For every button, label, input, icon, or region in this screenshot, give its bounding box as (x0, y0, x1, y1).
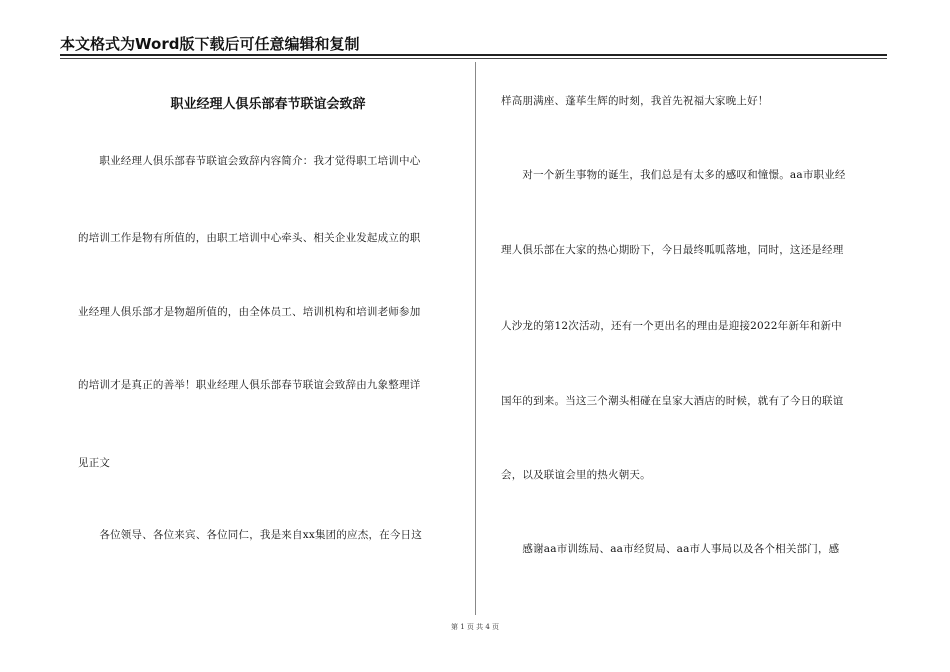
body-line: 的培训才是真正的善举！职业经理人俱乐部春节联谊会致辞由九象整理详 (78, 379, 421, 391)
header-rule-thin (60, 58, 887, 59)
body-line: 各位领导、各位来宾、各位同仁，我是来自xx集团的应杰，在今日这 (78, 529, 422, 541)
body-line: 样高朋满座、蓬荜生辉的时刻，我首先祝福大家晚上好！ (501, 95, 769, 107)
body-line: 国年的到来。当这三个潮头相碰在皇家大酒店的时候，就有了今日的联谊 (501, 395, 844, 407)
article-title: 职业经理人俱乐部春节联谊会致辞 (170, 97, 366, 112)
body-line: 的培训工作是物有所值的，由职工培训中心牵头、相关企业发起成立的职 (78, 232, 421, 244)
body-line: 感谢aa市训练局、aa市经贸局、aa市人事局以及各个相关部门，感 (501, 543, 840, 555)
column-divider (475, 62, 476, 615)
body-line: 人沙龙的第12次活动，还有一个更出名的理由是迎接2022年新年和新中 (501, 320, 842, 332)
body-line: 业经理人俱乐部才是物超所值的，由全体员工、培训机构和培训老师参加 (78, 306, 421, 318)
document-header-title: 本文格式为Word版下载后可任意编辑和复制 (60, 35, 360, 53)
page-number-footer: 第 1 页 共 4 页 (450, 623, 500, 631)
body-line: 职业经理人俱乐部春节联谊会致辞内容简介：我才觉得职工培训中心 (78, 155, 421, 167)
body-line: 会，以及联谊会里的热火朝天。 (501, 469, 651, 481)
body-line: 见正文 (78, 457, 111, 469)
body-line: 理人俱乐部在大家的热心期盼下，今日最终呱呱落地，同时，这还是经理 (501, 244, 844, 256)
body-line: 对一个新生事物的诞生，我们总是有太多的感叹和憧憬。aa市职业经 (501, 169, 846, 181)
header-rule-thick (60, 54, 887, 56)
